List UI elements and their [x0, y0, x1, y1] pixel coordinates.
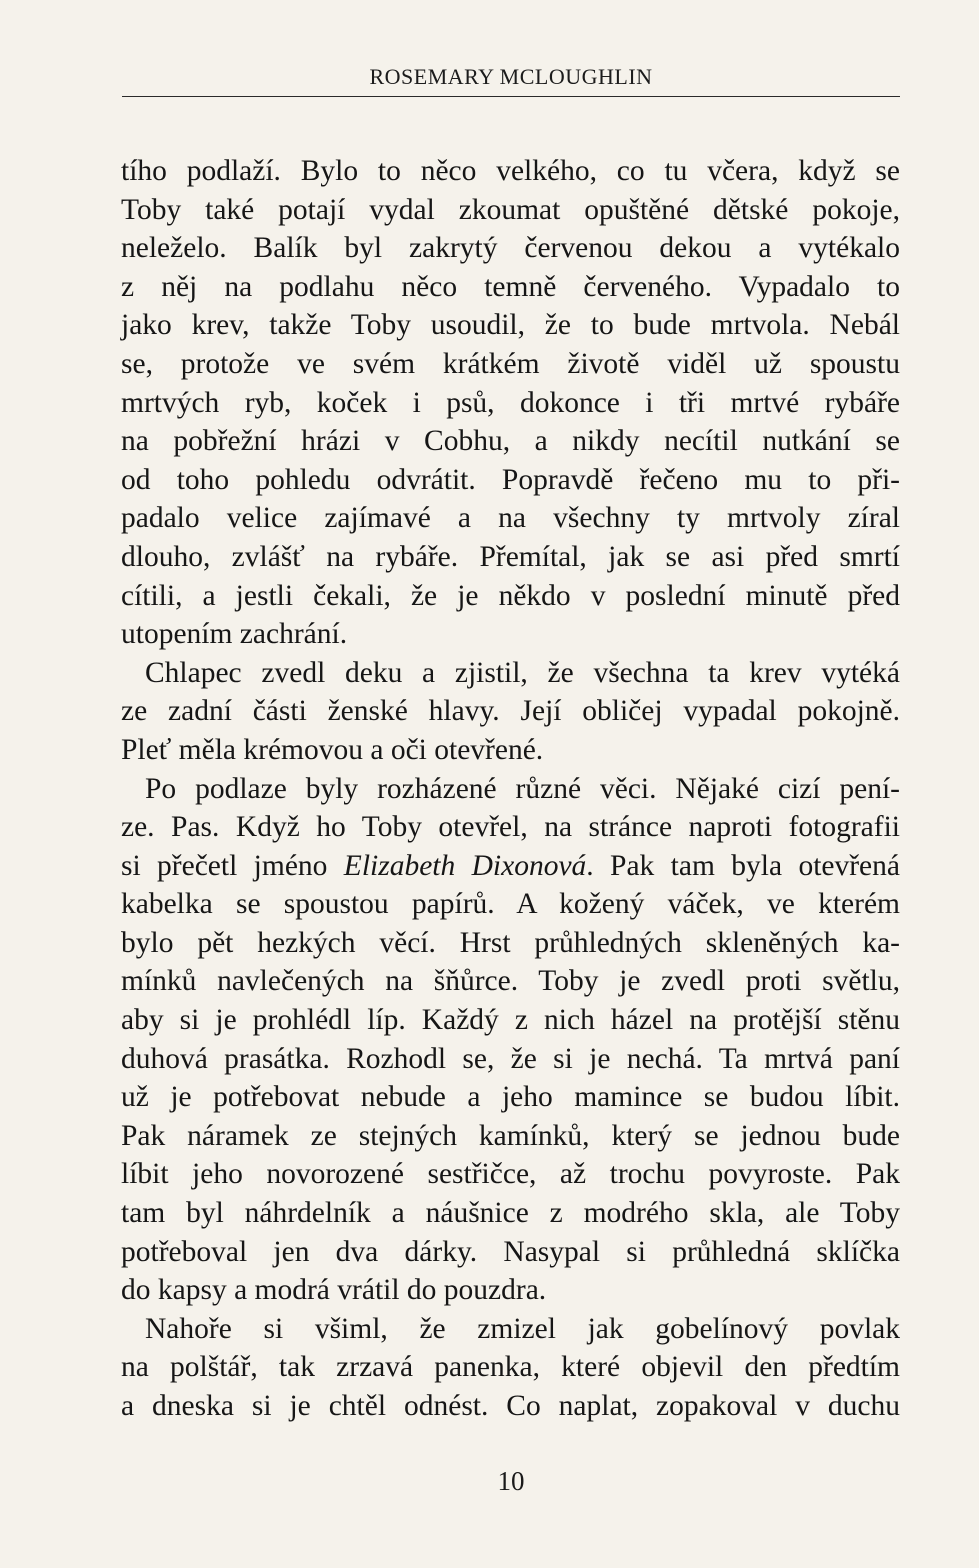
text-line: mínků navlečených na šňůrce. Toby je zvedl proti světlu,	[121, 965, 900, 998]
text-line: bylo pět hezkých věcí. Hrst průhledných skleněných ka-	[121, 926, 900, 959]
text-line: tího podlaží. Bylo to něco velkého, co tu včera, když se	[121, 155, 900, 187]
text-line: dlouho, zvlášť na rybáře. Přemítal, jak se asi před smrtí	[121, 540, 900, 573]
text-segment: si přečetl jméno	[121, 849, 344, 882]
text-line: tam byl náhrdelník a náušnice z modrého skla, ale Toby	[121, 1197, 900, 1230]
text-line: na polštář, tak zrzavá panenka, které objevil den předtím	[121, 1351, 900, 1384]
text-line: Nahoře si všiml, že zmizel jak gobelínový povlak	[145, 1312, 900, 1345]
text-line: Pleť měla krémovou a oči otevřené.	[121, 733, 544, 766]
text-line: z něj na podlahu něco temně červeného. Vypadalo to	[121, 270, 900, 303]
text-line: aby si je prohlédl líp. Každý z nich házel na protější stěnu	[121, 1004, 900, 1037]
text-line: potřeboval jen dva dárky. Nasypal si průhledná sklíčka	[121, 1235, 900, 1268]
text-line: utopením zachrání.	[121, 618, 348, 651]
text-line: ze zadní části ženské hlavy. Její obličej vypadal pokojně.	[121, 695, 900, 728]
text-line: mrtvých ryb, koček i psů, dokonce i tři mrtvé rybáře	[121, 386, 900, 419]
text-line: padalo velice zajímavé a na všechny ty mrtvoly zíral	[121, 502, 900, 535]
text-line: do kapsy a modrá vrátil do pouzdra.	[121, 1274, 547, 1307]
text-line: líbit jeho novorozené sestřičce, až trochu povyroste. Pak	[121, 1158, 900, 1191]
text-line: neleželo. Balík byl zakrytý červenou dekou a vytékalo	[121, 232, 900, 265]
text-line: na pobřežní hrázi v Cobhu, a nikdy necítil nutkání se	[121, 425, 900, 458]
page-number: 10	[497, 1466, 525, 1496]
text-line	[121, 847, 900, 886]
text-line: od toho pohledu odvrátit. Popravdě řečeno mu to při-	[121, 463, 900, 496]
text-line: cítili, a jestli čekali, že je někdo v poslední minutě před	[121, 579, 900, 612]
text-line: ze. Pas. Když ho Toby otevřel, na stránce naproti fotografii	[121, 811, 900, 844]
body-text	[121, 152, 900, 1426]
text-line: už je potřebovat nebude a jeho mamince se budou líbit.	[121, 1081, 900, 1114]
header-rule	[122, 96, 900, 97]
text-line: Toby také potají vydal zkoumat opuštěné dětské pokoje,	[121, 193, 900, 226]
text-line: duhová prasátka. Rozhodl se, že si je nechá. Ta mrtvá paní	[121, 1042, 900, 1075]
text-line: Po podlaze byly rozházené různé věci. Nějaké cizí pení-	[145, 772, 900, 805]
text-line: kabelka se spoustou papírů. A kožený váček, ve kterém	[121, 888, 900, 921]
running-head: ROSEMARY MCLOUGHLIN	[369, 64, 653, 89]
text-line: Pak náramek ze stejných kamínků, který se jednou bude	[121, 1119, 900, 1152]
text-segment: . Pak tam byla otevřená	[586, 849, 900, 882]
italic-name: Elizabeth Dixonová	[343, 849, 587, 882]
text-line: Chlapec zvedl deku a zjistil, že všechna ta krev vytéká	[145, 656, 900, 689]
text-line: se, protože ve svém krátkém životě viděl už spoustu	[121, 347, 900, 380]
text-line: jako krev, takže Toby usoudil, že to bude mrtvola. Nebál	[121, 309, 900, 342]
text-line: a dneska si je chtěl odnést. Co naplat, zopakoval v duchu	[121, 1390, 900, 1422]
